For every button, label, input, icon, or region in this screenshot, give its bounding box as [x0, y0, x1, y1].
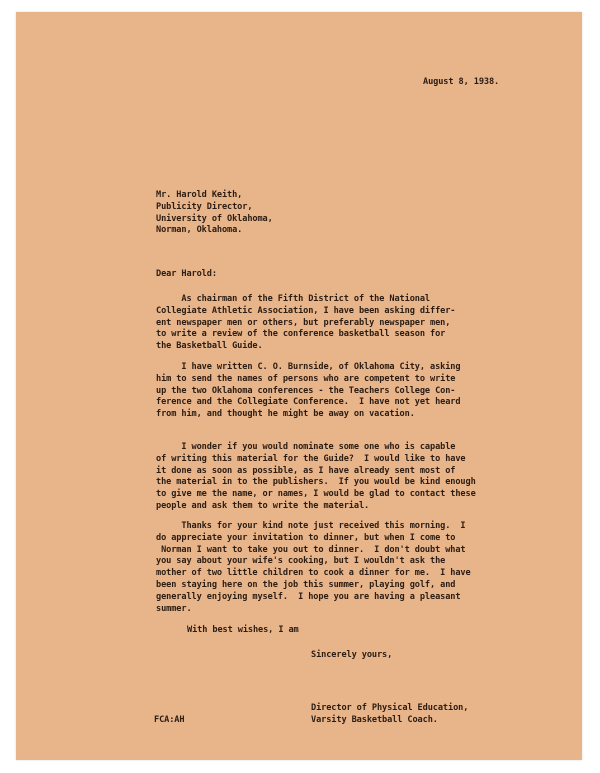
paragraph-line: Collegiate Athletic Association, I have been asking differ- — [156, 305, 456, 316]
paragraph-line: to write a review of the conference basketball season for — [156, 329, 446, 340]
paragraph-line: it done as soon as possible, as I have already sent most of — [156, 465, 456, 476]
paragraph-line: people and ask them to write the material. — [156, 500, 370, 511]
paragraph-line: As chairman of the Fifth District of the National — [156, 294, 430, 304]
paragraph — [156, 521, 471, 615]
paragraph-line: the material in to the publishers. If you would be kind enough — [156, 477, 476, 488]
paragraph — [156, 294, 455, 353]
paragraph-line: Norman I want to take you out to dinner. I don't doubt what — [156, 544, 466, 555]
inside-address — [156, 190, 273, 237]
paragraph-line: the Basketball Guide. — [156, 341, 263, 352]
address-line: Mr. Harold Keith, — [156, 190, 243, 200]
letter-page — [16, 12, 582, 760]
paragraph-line: Thanks for your kind note just received this morning. I — [156, 521, 466, 531]
paragraph-line: ent newspaper men or others, but preferably newspaper men, — [156, 317, 451, 328]
paragraph-line: ference and the Collegiate Conference. I have not yet heard — [156, 397, 461, 408]
paragraph-line: I wonder if you would nominate some one who is capable — [156, 442, 456, 452]
reference-initials: FCA:AH — [154, 715, 185, 725]
paragraph-line: mother of two little children to cook a dinner for me. I have — [156, 568, 471, 579]
paragraph-line: up the two Oklahoma conferences - the Teachers College Con- — [156, 385, 456, 396]
paragraph — [156, 442, 476, 513]
paragraph-line: him to send the names of persons who are competent to write — [156, 373, 456, 384]
address-line: Publicity Director, — [156, 201, 253, 212]
signature-title: Director of Physical Education, — [311, 703, 469, 713]
paragraph-line: summer. — [156, 603, 192, 614]
complimentary-close: With best wishes, I am — [187, 625, 299, 635]
address-line: Norman, Oklahoma. — [156, 225, 243, 236]
paragraph-line: generally enjoying myself. I hope you are having a pleasant — [156, 591, 461, 602]
paragraph-line: been staying here on the job this summer, playing golf, and — [156, 579, 456, 590]
paragraph-line: from him, and thought he might be away on vacation. — [156, 409, 415, 420]
sign-off: Sincerely yours, — [311, 650, 393, 660]
signature-block — [311, 703, 468, 727]
paragraph-line: to give me the name, or names, I would be glad to contact these — [156, 489, 476, 500]
paragraph — [156, 362, 460, 421]
paragraph-line: you say about your wife's cooking, but I wouldn't ask the — [156, 556, 446, 567]
address-line: University of Oklahoma, — [156, 213, 273, 224]
salutation: Dear Harold: — [156, 269, 217, 279]
paragraph-line: do appreciate your invitation to dinner, but when I come to — [156, 532, 456, 543]
paragraph-line: I have written C. O. Burnside, of Oklahoma City, asking — [156, 362, 461, 372]
letter-date: August 8, 1938. — [423, 77, 500, 87]
signature-title: Varsity Basketball Coach. — [311, 714, 438, 725]
paragraph-line: of writing this material for the Guide? I would like to have — [156, 453, 466, 464]
